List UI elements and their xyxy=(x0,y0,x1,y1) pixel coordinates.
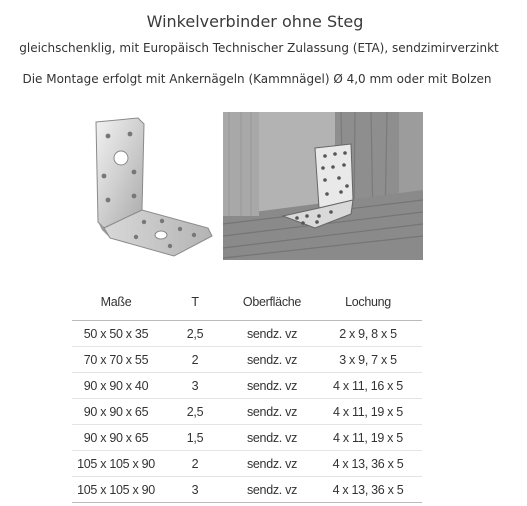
table-header-row xyxy=(72,284,422,321)
cell-surface: sendz. vz xyxy=(230,425,314,451)
table-row xyxy=(72,399,422,425)
table-row xyxy=(72,373,422,399)
mounting-note: Die Montage erfolgt mit Ankernägeln (Kammnägel) Ø 4,0 mm oder mit Bolzen xyxy=(22,72,492,86)
table-row xyxy=(72,451,422,477)
cell-surface: sendz. vz xyxy=(230,373,314,399)
cell-holes: 4 x 11, 19 x 5 xyxy=(314,399,422,425)
table-row xyxy=(72,477,422,503)
page-title: Winkelverbinder ohne Steg xyxy=(146,12,364,31)
cell-holes: 2 x 9, 8 x 5 xyxy=(314,321,422,347)
cell-surface: sendz. vz xyxy=(230,399,314,425)
cell-surface: sendz. vz xyxy=(230,451,314,477)
cell-thickness: 3 xyxy=(160,477,230,503)
cell-surface: sendz. vz xyxy=(230,347,314,373)
product-subtitle: gleichschenklig, mit Europäisch Technischer Zulassung (ETA), sendzimirverzinkt xyxy=(19,41,499,55)
cell-holes: 4 x 13, 36 x 5 xyxy=(314,451,422,477)
table-row xyxy=(72,425,422,451)
cell-thickness: 1,5 xyxy=(160,425,230,451)
col-header-surface: Oberfläche xyxy=(230,284,314,321)
cell-thickness: 3 xyxy=(160,373,230,399)
cell-dimensions: 105 x 105 x 90 xyxy=(72,451,160,477)
cell-holes: 3 x 9, 7 x 5 xyxy=(314,347,422,373)
cell-dimensions: 70 x 70 x 55 xyxy=(72,347,160,373)
col-header-thickness: T xyxy=(160,284,230,321)
dimensions-table xyxy=(72,284,422,503)
angle-bracket-image xyxy=(84,110,214,260)
cell-dimensions: 90 x 90 x 40 xyxy=(72,373,160,399)
cell-thickness: 2,5 xyxy=(160,399,230,425)
col-header-dimensions: Maße xyxy=(72,284,160,321)
installation-photo xyxy=(223,112,423,260)
table-row xyxy=(72,321,422,347)
cell-thickness: 2 xyxy=(160,347,230,373)
cell-holes: 4 x 11, 16 x 5 xyxy=(314,373,422,399)
cell-thickness: 2,5 xyxy=(160,321,230,347)
cell-dimensions: 50 x 50 x 35 xyxy=(72,321,160,347)
table-row xyxy=(72,347,422,373)
cell-surface: sendz. vz xyxy=(230,477,314,503)
cell-dimensions: 105 x 105 x 90 xyxy=(72,477,160,503)
cell-dimensions: 90 x 90 x 65 xyxy=(72,399,160,425)
cell-thickness: 2 xyxy=(160,451,230,477)
cell-dimensions: 90 x 90 x 65 xyxy=(72,425,160,451)
cell-holes: 4 x 13, 36 x 5 xyxy=(314,477,422,503)
col-header-holes: Lochung xyxy=(314,284,422,321)
cell-surface: sendz. vz xyxy=(230,321,314,347)
cell-holes: 4 x 11, 19 x 5 xyxy=(314,425,422,451)
